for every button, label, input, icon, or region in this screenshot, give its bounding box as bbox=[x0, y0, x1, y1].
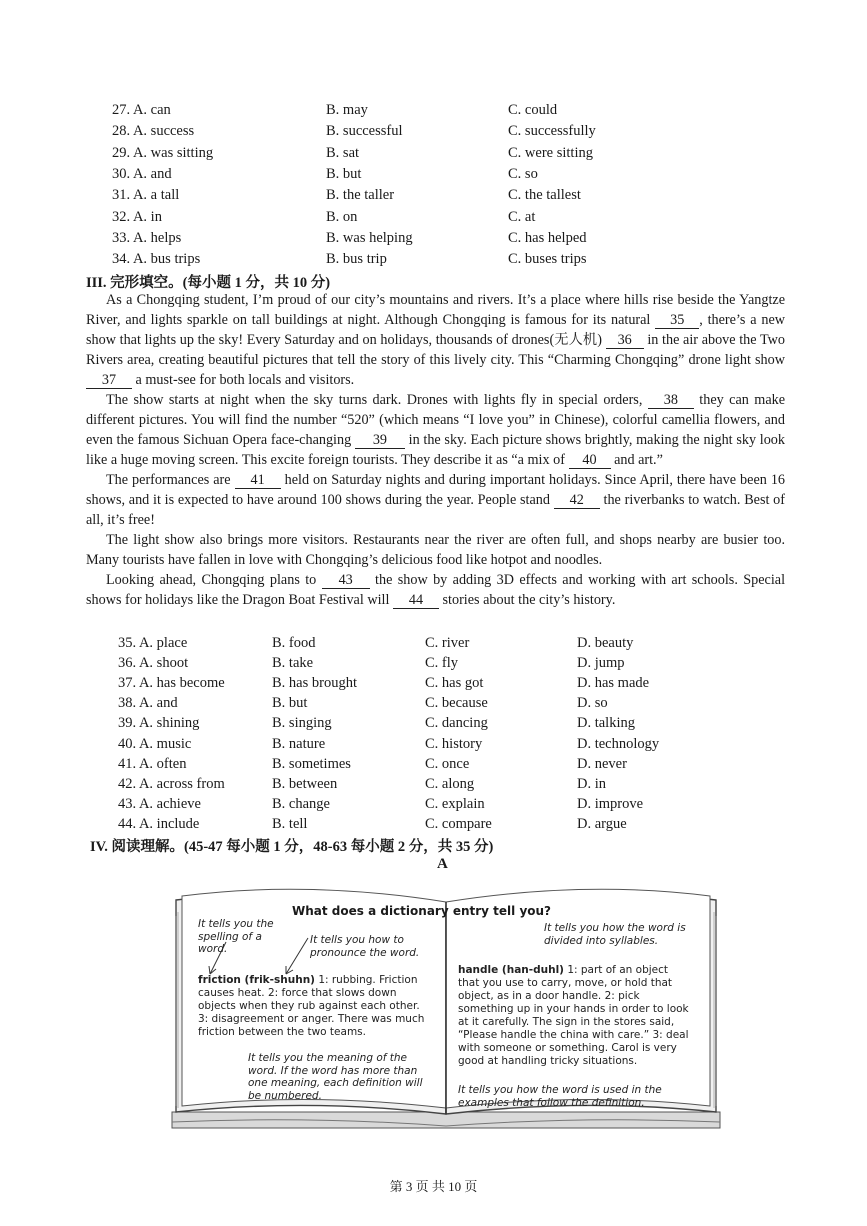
section-3-heading: III. 完形填空。(每小题 1 分，共 10 分) bbox=[86, 275, 331, 291]
blank-35: 35 bbox=[655, 312, 699, 329]
option-36-c: C. fly bbox=[425, 655, 459, 672]
option-27-b: B. may bbox=[326, 102, 368, 118]
option-38-a: 38. A. and bbox=[118, 695, 178, 712]
option-41-d: D. never bbox=[577, 755, 627, 772]
note-spelling: It tells you the spelling of a word. bbox=[198, 918, 274, 955]
option-35-b: B. food bbox=[272, 635, 316, 651]
option-35-d: D. beauty bbox=[577, 635, 634, 651]
option-29-a: 29. A. was sitting bbox=[112, 144, 214, 161]
option-36-a: 36. A. shoot bbox=[118, 655, 189, 672]
option-33-b: B. was helping bbox=[326, 229, 413, 246]
p3-text-b: held on Saturday nights and during important holidays. Since April, there have been 16 shows, and it is expected to have around 100 shows during the year. People stand bbox=[86, 472, 786, 508]
option-37-d: D. has made bbox=[577, 675, 650, 692]
option-42-a: 42. A. across from bbox=[118, 775, 225, 792]
option-43-b: B. change bbox=[272, 795, 330, 812]
option-44-b: B. tell bbox=[272, 815, 308, 832]
option-40-c: C. history bbox=[425, 735, 483, 752]
option-31-b: B. the taller bbox=[326, 187, 395, 204]
blank-41: 41 bbox=[235, 472, 281, 489]
option-33-a: 33. A. helps bbox=[112, 229, 182, 246]
option-43-d: D. improve bbox=[577, 795, 644, 812]
option-44-c: C. compare bbox=[425, 815, 492, 832]
option-36-b: B. take bbox=[272, 655, 314, 672]
option-34-c: C. buses trips bbox=[508, 251, 587, 268]
section-4-heading: IV. 阅读理解。(45-47 每小题 1 分，48-63 每小题 2 分，共 35 分) bbox=[90, 839, 494, 855]
passage-paragraph-3 bbox=[86, 470, 785, 530]
option-32-b: B. on bbox=[326, 208, 358, 225]
entry-handle bbox=[458, 964, 690, 1068]
page-footer: 第 3 页 共 10 页 bbox=[389, 1179, 478, 1194]
blank-42: 42 bbox=[554, 492, 600, 509]
option-35-a: 35. A. place bbox=[118, 635, 188, 651]
passage-paragraph-4: The light show also brings more visitors. Restaurants near the river are often full, and shops nearby are busier too. Many tourists have fallen in love with Chongqing’s delicious food like hotpot and noodles. bbox=[86, 532, 785, 568]
option-38-d: D. so bbox=[577, 695, 608, 712]
cloze-passage bbox=[86, 290, 785, 610]
option-39-b: B. singing bbox=[272, 715, 332, 732]
note-pronounce: It tells you how to pronounce the word. bbox=[310, 934, 420, 959]
passage-paragraph-2 bbox=[86, 390, 785, 470]
option-30-a: 30. A. and bbox=[112, 165, 172, 182]
option-43-a: 43. A. achieve bbox=[118, 795, 201, 812]
blank-40: 40 bbox=[569, 452, 611, 469]
blank-43: 43 bbox=[322, 572, 370, 589]
option-29-b: B. sat bbox=[326, 144, 360, 161]
option-39-a: 39. A. shining bbox=[118, 715, 200, 732]
option-39-c: C. dancing bbox=[425, 715, 488, 732]
option-38-b: B. but bbox=[272, 695, 308, 712]
friction-definition: 1: rubbing. Friction causes heat. 2: force that slows down objects when they rub against each other. 3: disagreement or anger. There was much friction between the two teams. bbox=[198, 974, 425, 1038]
blank-38: 38 bbox=[648, 392, 694, 409]
option-36-d: D. jump bbox=[577, 655, 625, 672]
p5-text-a: Looking ahead, Chongqing plans to bbox=[106, 572, 317, 588]
option-33-c: C. has helped bbox=[508, 229, 587, 246]
option-34-b: B. bus trip bbox=[326, 251, 387, 268]
option-30-b: B. but bbox=[326, 165, 362, 182]
blank-36: 36 bbox=[606, 332, 644, 349]
note-usage: It tells you how the word is used in the examples that follow the definition. bbox=[458, 1084, 662, 1109]
option-38-c: C. because bbox=[425, 695, 488, 712]
option-37-c: C. has got bbox=[425, 675, 484, 692]
option-40-d: D. technology bbox=[577, 735, 660, 752]
p1-text-a: As a Chongqing student, I’m proud of our city’s mountains and rivers. It’s a place where hills rise beside the Yangtze River, and lights sparkle on tall buildings at night. Although Chongqing is famous for its natural bbox=[86, 292, 785, 328]
handle-definition: 1: part of an object that you use to carry, move, or hold that object, as in a door handle. 2: pick something up in your hands in order to look at it carefully. The sign in the stores said, “Please handle the china with care.” 3: deal with someone or something. Carol is very good at handling tricky situations. bbox=[458, 964, 689, 1067]
option-31-c: C. the tallest bbox=[508, 187, 581, 204]
option-28-b: B. successful bbox=[326, 123, 403, 140]
option-41-c: C. once bbox=[425, 755, 470, 772]
p5-text-c: stories about the city’s history. bbox=[442, 592, 616, 608]
p2-text-a: The show starts at night when the sky turns dark. Drones with lights fly in special orders, bbox=[106, 392, 643, 408]
option-37-b: B. has brought bbox=[272, 675, 357, 692]
option-32-a: 32. A. in bbox=[112, 208, 162, 225]
friction-headword: friction (frik-shuhn) bbox=[198, 974, 315, 986]
p3-text-a: The performances are bbox=[106, 472, 231, 488]
option-42-d: D. in bbox=[577, 775, 606, 792]
passage-paragraph-5 bbox=[86, 570, 785, 610]
option-34-a: 34. A. bus trips bbox=[112, 251, 201, 268]
option-39-d: D. talking bbox=[577, 715, 635, 732]
option-28-c: C. successfully bbox=[508, 123, 596, 140]
dictionary-book-figure bbox=[168, 876, 724, 1132]
option-37-a: 37. A. has become bbox=[118, 675, 225, 692]
p5-text-b: the show by adding 3D effects and working with art schools. Special shows for holidays like the Dragon Boat Festival will bbox=[86, 572, 786, 608]
option-28-a: 28. A. success bbox=[112, 123, 195, 140]
option-44-a: 44. A. include bbox=[118, 815, 200, 832]
option-41-a: 41. A. often bbox=[118, 755, 187, 772]
p2-text-c: in the sky. Each picture shows brightly, making the night sky look like a huge moving screen. This excite foreign tourists. They describe it as “a mix of bbox=[86, 432, 785, 468]
option-32-c: C. at bbox=[508, 208, 536, 225]
note-meaning: It tells you the meaning of the word. If the word has more than one meaning, each definition will be numbered. bbox=[248, 1052, 423, 1102]
book-title: What does a dictionary entry tell you? bbox=[292, 904, 552, 918]
option-41-b: B. sometimes bbox=[272, 755, 351, 772]
option-42-b: B. between bbox=[272, 775, 338, 792]
p1-text-b: , there’s a new show that lights up the sky! Every Saturday and on holidays, thousands of drones(无人机) bbox=[86, 312, 785, 348]
passage-paragraph-1 bbox=[86, 290, 785, 390]
p2-text-d: and art.” bbox=[614, 452, 663, 468]
entry-friction bbox=[198, 974, 432, 1039]
option-42-c: C. along bbox=[425, 775, 475, 792]
option-44-d: D. argue bbox=[577, 815, 627, 832]
p1-text-d: a must-see for both locals and visitors. bbox=[135, 372, 355, 388]
blank-44: 44 bbox=[393, 592, 439, 609]
option-31-a: 31. A. a tall bbox=[112, 187, 180, 204]
option-29-c: C. were sitting bbox=[508, 144, 593, 161]
blank-37: 37 bbox=[86, 372, 132, 389]
p1-text-c: in the air above the Two Rivers area, creating beautiful pictures that tell the story of this lively city. This “Charming Chongqing” drone light show bbox=[86, 332, 786, 368]
option-40-a: 40. A. music bbox=[118, 735, 192, 752]
option-27-c: C. could bbox=[508, 102, 558, 118]
p2-text-b: they can make different pictures. You will find the number “520” (which means “I love you” in Chinese), colorful camellia flowers, and even the famous Sichuan Opera face-changing bbox=[86, 392, 786, 448]
p3-text-c: the riverbanks to watch. Best of all, it’s free! bbox=[86, 492, 786, 528]
option-27-a: 27. A. can bbox=[112, 102, 171, 118]
option-30-c: C. so bbox=[508, 165, 538, 182]
blank-39: 39 bbox=[355, 432, 405, 449]
note-syllables: It tells you how the word is divided into syllables. bbox=[544, 922, 686, 947]
option-43-c: C. explain bbox=[425, 795, 485, 812]
option-40-b: B. nature bbox=[272, 735, 326, 752]
option-35-c: C. river bbox=[425, 635, 470, 651]
passage-label-a: A bbox=[437, 856, 448, 872]
handle-headword: handle (han-duhl) bbox=[458, 964, 564, 976]
